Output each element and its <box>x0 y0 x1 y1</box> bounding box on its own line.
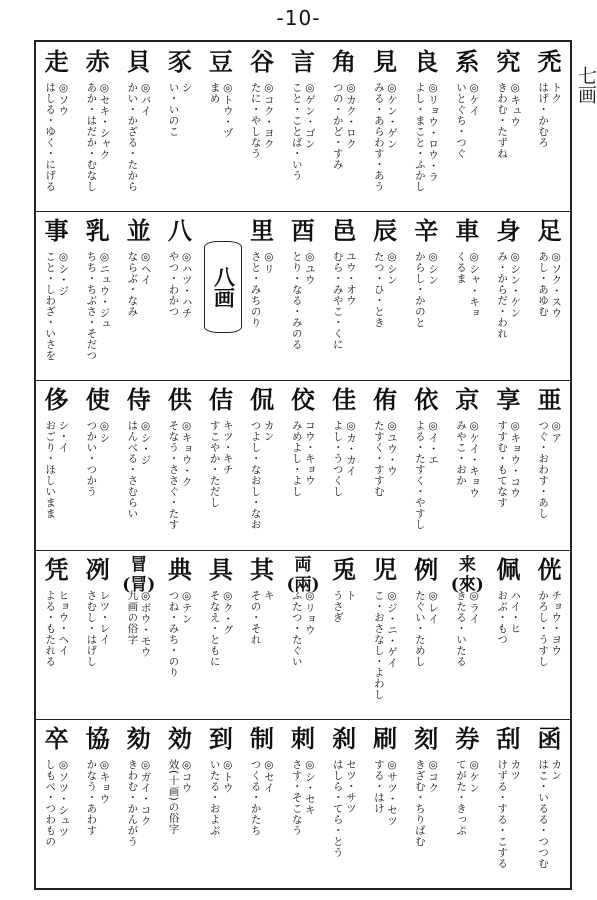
kanji-character: 具 <box>208 554 233 584</box>
kanji-character: 協 <box>85 723 110 753</box>
on-reading: ◎ユウ・ウ <box>385 420 398 477</box>
kanji-entry <box>406 719 447 887</box>
kanji-entry <box>36 42 77 210</box>
kanji-entry <box>118 550 159 718</box>
kun-reading: しもべ・つわもの <box>44 758 57 847</box>
kanji-entry <box>406 380 447 548</box>
on-reading: ◎バイ <box>139 82 152 117</box>
kanji-entry <box>36 550 77 718</box>
kanji-character: 禿 <box>537 47 562 76</box>
on-reading: ◎コク <box>427 758 440 794</box>
on-reading: ◎ソウ <box>57 82 70 117</box>
kun-reading: やつ・わかつ <box>167 251 180 318</box>
kun-reading: み・からだ・われ <box>496 251 509 340</box>
kun-reading: よし・うつくし <box>331 420 344 498</box>
on-reading: ◎リ <box>262 251 275 275</box>
kun-reading: ふたつ・たぐい <box>290 589 303 667</box>
kanji-character: 制 <box>249 723 274 753</box>
kanji-entry <box>324 380 365 548</box>
kanji-character: 例 <box>414 554 439 584</box>
kun-reading: つかい・つかう <box>85 420 98 498</box>
kanji-entry <box>241 719 282 887</box>
kanji-entry <box>447 719 488 887</box>
kun-reading: たつ・ひ・とき <box>372 251 385 329</box>
kanji-entry <box>118 42 159 210</box>
kanji-entry <box>529 719 570 887</box>
kun-reading: さす・そこなう <box>290 758 303 836</box>
kanji-entry <box>283 380 324 548</box>
kanji-entry <box>241 550 282 718</box>
kanji-entry <box>406 42 447 210</box>
kanji-character: 凭 <box>44 554 69 584</box>
on-reading: シ・イ <box>57 420 70 454</box>
kanji-entry <box>200 550 241 718</box>
on-reading: ◎トウ <box>221 758 234 794</box>
kanji-character: 児 <box>373 554 398 584</box>
kanji-character: 事 <box>44 216 69 246</box>
on-reading: ◎キョウ・ク <box>180 420 193 488</box>
on-reading: ◎キョウ <box>98 758 111 805</box>
on-reading: ◎イ・エ <box>427 420 440 466</box>
kanji-character: 佩 <box>496 554 521 584</box>
kanji-entry <box>283 719 324 887</box>
kun-reading: けずる・する・こする <box>496 758 509 869</box>
kanji-entry <box>365 550 406 718</box>
on-reading: ◎ヘイ <box>139 251 152 286</box>
on-reading: ◎ケン・ゲン <box>385 82 398 150</box>
kun-reading: つぐ・おわす・あし <box>537 420 550 520</box>
kun-reading: たぐい・ためし <box>413 589 426 667</box>
kun-reading: おぶ・もつ <box>496 589 509 645</box>
kanji-character: 佼 <box>291 385 316 415</box>
on-reading: カン <box>262 420 275 443</box>
kun-reading: 效(十画)の俗字 <box>167 758 180 834</box>
on-reading: ◎ボウ・モウ <box>139 589 152 658</box>
kanji-character: 里 <box>249 216 274 246</box>
table-row <box>36 380 570 548</box>
kanji-character: 侃 <box>249 385 274 415</box>
kun-reading: かろし・うすし <box>537 589 550 667</box>
on-reading: ◎ケン <box>468 758 481 794</box>
kanji-character: 亜 <box>537 385 562 415</box>
kanji-character: 車 <box>455 216 480 246</box>
kun-reading: すすむ・もてなす <box>496 420 509 509</box>
on-reading: キ <box>262 589 275 601</box>
kun-reading: はんべる・さむらい <box>126 420 139 520</box>
on-reading: カツ <box>509 758 522 781</box>
kanji-entry <box>241 42 282 210</box>
kanji-character: 佳 <box>332 385 357 415</box>
kanji-character: 侑 <box>373 385 398 415</box>
section-header-cell <box>200 211 241 379</box>
kanji-character: 典 <box>167 554 192 584</box>
kun-reading: はしる・ゆく・にげる <box>44 82 57 192</box>
on-reading: ユウ・オウ <box>344 251 357 307</box>
kanji-character: 辛 <box>414 216 439 246</box>
kanji-entry <box>447 42 488 210</box>
kun-reading: つよし・なおし・なお <box>249 420 262 531</box>
kanji-character: 函 <box>537 723 562 753</box>
kanji-character: 使 <box>85 385 110 415</box>
kun-reading: ちち・ちぶさ・そだつ <box>85 251 98 362</box>
kanji-entry <box>447 211 488 379</box>
on-reading: ◎テン <box>180 589 193 625</box>
on-reading: ◎ライ <box>468 589 481 625</box>
on-reading: ◎ア <box>550 420 563 444</box>
kanji-entry <box>159 42 200 210</box>
kun-reading: かい・かざる・たから <box>126 82 139 192</box>
kun-reading: たに・やしなう <box>249 82 262 159</box>
kanji-character: 赤 <box>85 47 110 76</box>
kanji-character: 良 <box>414 47 439 76</box>
kanji-character: 依 <box>414 385 439 415</box>
kanji-character: 到 <box>208 723 233 753</box>
kanji-character: 刻 <box>414 723 439 753</box>
kun-reading: とり・なる・みのる <box>290 251 303 351</box>
on-reading: ◎シ・ジ <box>57 251 70 297</box>
kanji-entry <box>77 42 118 210</box>
kun-reading: きざむ・ちりばむ <box>413 758 426 847</box>
table-row <box>36 550 570 718</box>
kanji-character: 兎 <box>332 554 357 584</box>
on-reading: ハイ・ヒ <box>509 589 522 634</box>
on-reading: ◎シ・セキ <box>303 758 316 816</box>
kanji-character: 劾 <box>126 723 151 753</box>
kanji-character: 供 <box>167 385 192 415</box>
kanji-character: 冽 <box>85 554 110 584</box>
kun-reading: はこ・いるる・つつむ <box>537 758 550 869</box>
kanji-character: 券 <box>455 723 480 753</box>
kanji-character: 走 <box>44 47 69 76</box>
kun-reading: その・それ <box>249 589 262 645</box>
on-reading: シ <box>180 82 193 93</box>
on-reading: セツ・サツ <box>344 758 357 814</box>
kanji-character: 八 <box>167 216 192 246</box>
on-reading: ◎ク・グ <box>221 589 234 636</box>
kanji-entry <box>488 42 529 210</box>
kanji-character: 侊 <box>537 554 562 584</box>
kanji-entry <box>283 550 324 718</box>
kanji-character: 足 <box>537 216 562 246</box>
kanji-character: 貝 <box>126 47 151 76</box>
kun-reading: うさぎ <box>331 589 344 623</box>
kun-reading: おごり・ほしいまま <box>44 420 57 520</box>
kun-reading: あし・あゆむ <box>537 251 550 318</box>
on-reading: ◎シ・ジ <box>139 420 152 466</box>
kanji-character: 角 <box>332 47 357 76</box>
kun-reading: いとぐち・つぐ <box>454 82 467 159</box>
kun-reading: みめよし・よし <box>290 420 303 498</box>
on-reading: ◎リョウ・ロウ・ラ <box>427 82 440 183</box>
kanji-character: 卒 <box>44 723 69 753</box>
kanji-character: 侍 <box>126 385 151 415</box>
kun-reading: さと・みちのり <box>249 251 262 329</box>
section-label-seven-strokes: 七画 <box>575 66 597 104</box>
kanji-character: 身 <box>496 216 521 246</box>
kanji-entry <box>36 719 77 887</box>
kun-reading: つの・かど・すみ <box>331 82 344 170</box>
kanji-entry <box>159 380 200 548</box>
on-reading: キツ・キチ <box>221 420 234 476</box>
kanji-character: 其 <box>249 554 274 584</box>
on-reading: ◎キョウ・コウ <box>509 420 522 499</box>
kanji-character: 谷 <box>249 47 274 76</box>
on-reading: トク <box>550 82 563 104</box>
kanji-entry <box>159 211 200 379</box>
on-reading: ◎セキ・シャク <box>98 82 111 161</box>
kun-reading: こ・おさなし・よわし <box>372 589 385 700</box>
on-reading: ◎ジ・ニ・ゲイ <box>385 589 398 669</box>
kun-reading: こと・しわざ・いさを <box>44 251 57 362</box>
kun-reading: かなう・あわす <box>85 758 98 836</box>
on-reading: ◎カク・ロク <box>344 82 357 150</box>
kanji-character: 刮 <box>496 723 521 753</box>
kanji-entry <box>118 719 159 887</box>
kanji-entry <box>36 380 77 548</box>
on-reading: ◎リョウ <box>303 589 316 636</box>
on-reading: ◎シャ・キョ <box>468 251 481 319</box>
kun-reading: つね・みち・のり <box>167 589 180 678</box>
kanji-character: 冒(冐) <box>122 554 156 595</box>
kun-reading: あか・はだか・むなし <box>85 82 98 192</box>
on-reading: ◎ケイ・キョウ <box>468 420 481 499</box>
kun-reading: すこやか・ただし <box>208 420 221 509</box>
kanji-character: 豆 <box>208 47 233 76</box>
kun-reading: はしら・てら・とう <box>331 758 344 858</box>
kanji-character: 京 <box>455 385 480 415</box>
kanji-character: 乳 <box>85 216 110 246</box>
on-reading: ◎ニュウ・ジュ <box>98 251 111 330</box>
kanji-entry <box>283 42 324 210</box>
on-reading: ◎ユウ <box>303 251 316 286</box>
on-reading: ◎ソツ・シュツ <box>57 758 70 838</box>
kanji-entry <box>241 380 282 548</box>
kun-reading: する・はけ <box>372 758 385 814</box>
kanji-character: 系 <box>455 47 480 76</box>
kanji-entry <box>200 42 241 210</box>
kanji-entry <box>406 550 447 718</box>
kanji-entry <box>488 211 529 379</box>
on-reading: ◎トウ・ヅ <box>221 82 234 139</box>
kanji-entry <box>36 211 77 379</box>
kun-reading: よる・もたれる <box>44 589 57 667</box>
kun-reading: むら・みやこ・くに <box>331 251 344 351</box>
on-reading: ◎キュウ <box>509 82 522 128</box>
table-row <box>36 211 570 379</box>
on-reading: カン <box>550 758 563 781</box>
kun-reading: きわむ・かんがう <box>126 758 139 847</box>
section-header-eight-strokes: 八画 <box>204 241 242 333</box>
kanji-entry <box>324 719 365 887</box>
on-reading: ◎セイ <box>262 758 275 794</box>
table-row <box>36 42 570 210</box>
kanji-entry <box>118 211 159 379</box>
kanji-entry <box>241 211 282 379</box>
kanji-entry <box>200 719 241 887</box>
kanji-character: 究 <box>496 47 521 76</box>
kanji-entry <box>365 42 406 210</box>
kun-reading: そなえ・ともに <box>208 589 221 667</box>
kun-reading: たすく・すすむ <box>372 420 385 498</box>
kun-reading: ならぶ・なみ <box>126 251 139 318</box>
on-reading: ◎シン・ケン <box>509 251 522 319</box>
kanji-character: 佶 <box>208 385 233 415</box>
kanji-character: 言 <box>291 47 316 76</box>
kanji-character: 刷 <box>373 723 398 753</box>
kanji-entry <box>488 380 529 548</box>
kanji-entry <box>324 211 365 379</box>
kanji-character: 見 <box>373 47 398 76</box>
kun-reading: きたる・いたる <box>454 589 467 667</box>
kun-reading: よし・まこと・ふかし <box>413 82 426 192</box>
kanji-character: 酉 <box>291 216 316 246</box>
kun-reading: 九画の俗字 <box>126 589 139 645</box>
kun-reading: くるま <box>454 251 467 285</box>
kanji-character: 享 <box>496 385 521 415</box>
kanji-entry <box>159 719 200 887</box>
on-reading: ◎コウ <box>180 758 193 794</box>
on-reading: ヒョウ・ヘイ <box>57 589 70 656</box>
kanji-entry <box>447 550 488 718</box>
kun-reading: きわむ・たずね <box>496 82 509 159</box>
kun-reading: はげ・かむろ <box>537 82 550 148</box>
row-divider <box>36 550 570 551</box>
kanji-entry <box>324 550 365 718</box>
kun-reading: てがた・きっぷ <box>454 758 467 836</box>
kanji-entry <box>283 211 324 379</box>
kanji-entry <box>324 42 365 210</box>
kanji-entry <box>200 380 241 548</box>
kanji-character: 来(來) <box>450 554 484 595</box>
kanji-entry <box>529 211 570 379</box>
on-reading: ◎ソク・スウ <box>550 251 563 319</box>
on-reading: レツ・レイ <box>98 589 111 645</box>
kun-reading: みる・あらわす・あう <box>372 82 385 192</box>
kanji-character: 刹 <box>332 723 357 753</box>
kun-reading: さむし・はげし <box>85 589 98 667</box>
on-reading: ◎シン <box>427 251 440 286</box>
on-reading: ト <box>344 589 357 601</box>
kanji-entry <box>406 211 447 379</box>
kanji-entry <box>447 380 488 548</box>
kanji-character: 邑 <box>332 216 357 246</box>
kanji-entry <box>365 211 406 379</box>
on-reading: ◎コク・ヨク <box>262 82 275 150</box>
on-reading: ◎ケイ <box>468 82 481 117</box>
kanji-entry <box>118 380 159 548</box>
kanji-entry <box>529 42 570 210</box>
on-reading: ◎サツ・セツ <box>385 758 398 827</box>
kanji-entry <box>529 380 570 548</box>
on-reading: ◎シン <box>385 251 398 286</box>
row-divider <box>36 719 570 720</box>
kanji-entry <box>365 719 406 887</box>
kanji-entry <box>77 550 118 718</box>
row-divider <box>36 380 570 381</box>
kanji-character: 豕 <box>167 47 192 76</box>
on-reading: ◎カ・カイ <box>344 420 357 477</box>
page-number: -10- <box>276 6 321 30</box>
kanji-entry <box>77 380 118 548</box>
table-row <box>36 719 570 887</box>
kanji-character: 刺 <box>291 723 316 753</box>
kanji-character: 辰 <box>373 216 398 246</box>
kanji-character: 並 <box>126 216 151 246</box>
kanji-entry <box>488 719 529 887</box>
kun-reading: そなう・ささぐ・たす <box>167 420 180 531</box>
kanji-reading-table <box>34 40 572 890</box>
kun-reading: こと・ことば・いう <box>290 82 303 181</box>
on-reading: ◎ハツ・ハチ <box>180 251 193 319</box>
on-reading: ◎ゲン・ゴン <box>303 82 316 150</box>
kun-reading: みやこ・おか <box>454 420 467 487</box>
kanji-character: 両(兩) <box>286 554 320 595</box>
kanji-entry <box>77 719 118 887</box>
on-reading: チョウ・ヨウ <box>550 589 563 656</box>
kanji-character: 侈 <box>44 385 69 415</box>
kun-reading: いたる・およぶ <box>208 758 221 836</box>
kanji-entry <box>529 550 570 718</box>
on-reading: ◎シ <box>98 420 111 444</box>
on-reading: ◎レイ <box>427 589 440 625</box>
kun-reading: まめ <box>208 82 221 104</box>
kun-reading: よる・たすく・やすし <box>413 420 426 531</box>
kanji-entry <box>488 550 529 718</box>
kanji-entry <box>365 380 406 548</box>
kanji-entry <box>159 550 200 718</box>
on-reading: ◎ガイ・コク <box>139 758 152 827</box>
kun-reading: つくる・かたち <box>249 758 262 836</box>
kun-reading: い・いのこ <box>167 82 180 137</box>
kun-reading: からし・かのと <box>413 251 426 329</box>
row-divider <box>36 211 570 212</box>
kanji-character: 効 <box>167 723 192 753</box>
on-reading: コウ・キョウ <box>303 420 316 487</box>
kanji-entry <box>77 211 118 379</box>
